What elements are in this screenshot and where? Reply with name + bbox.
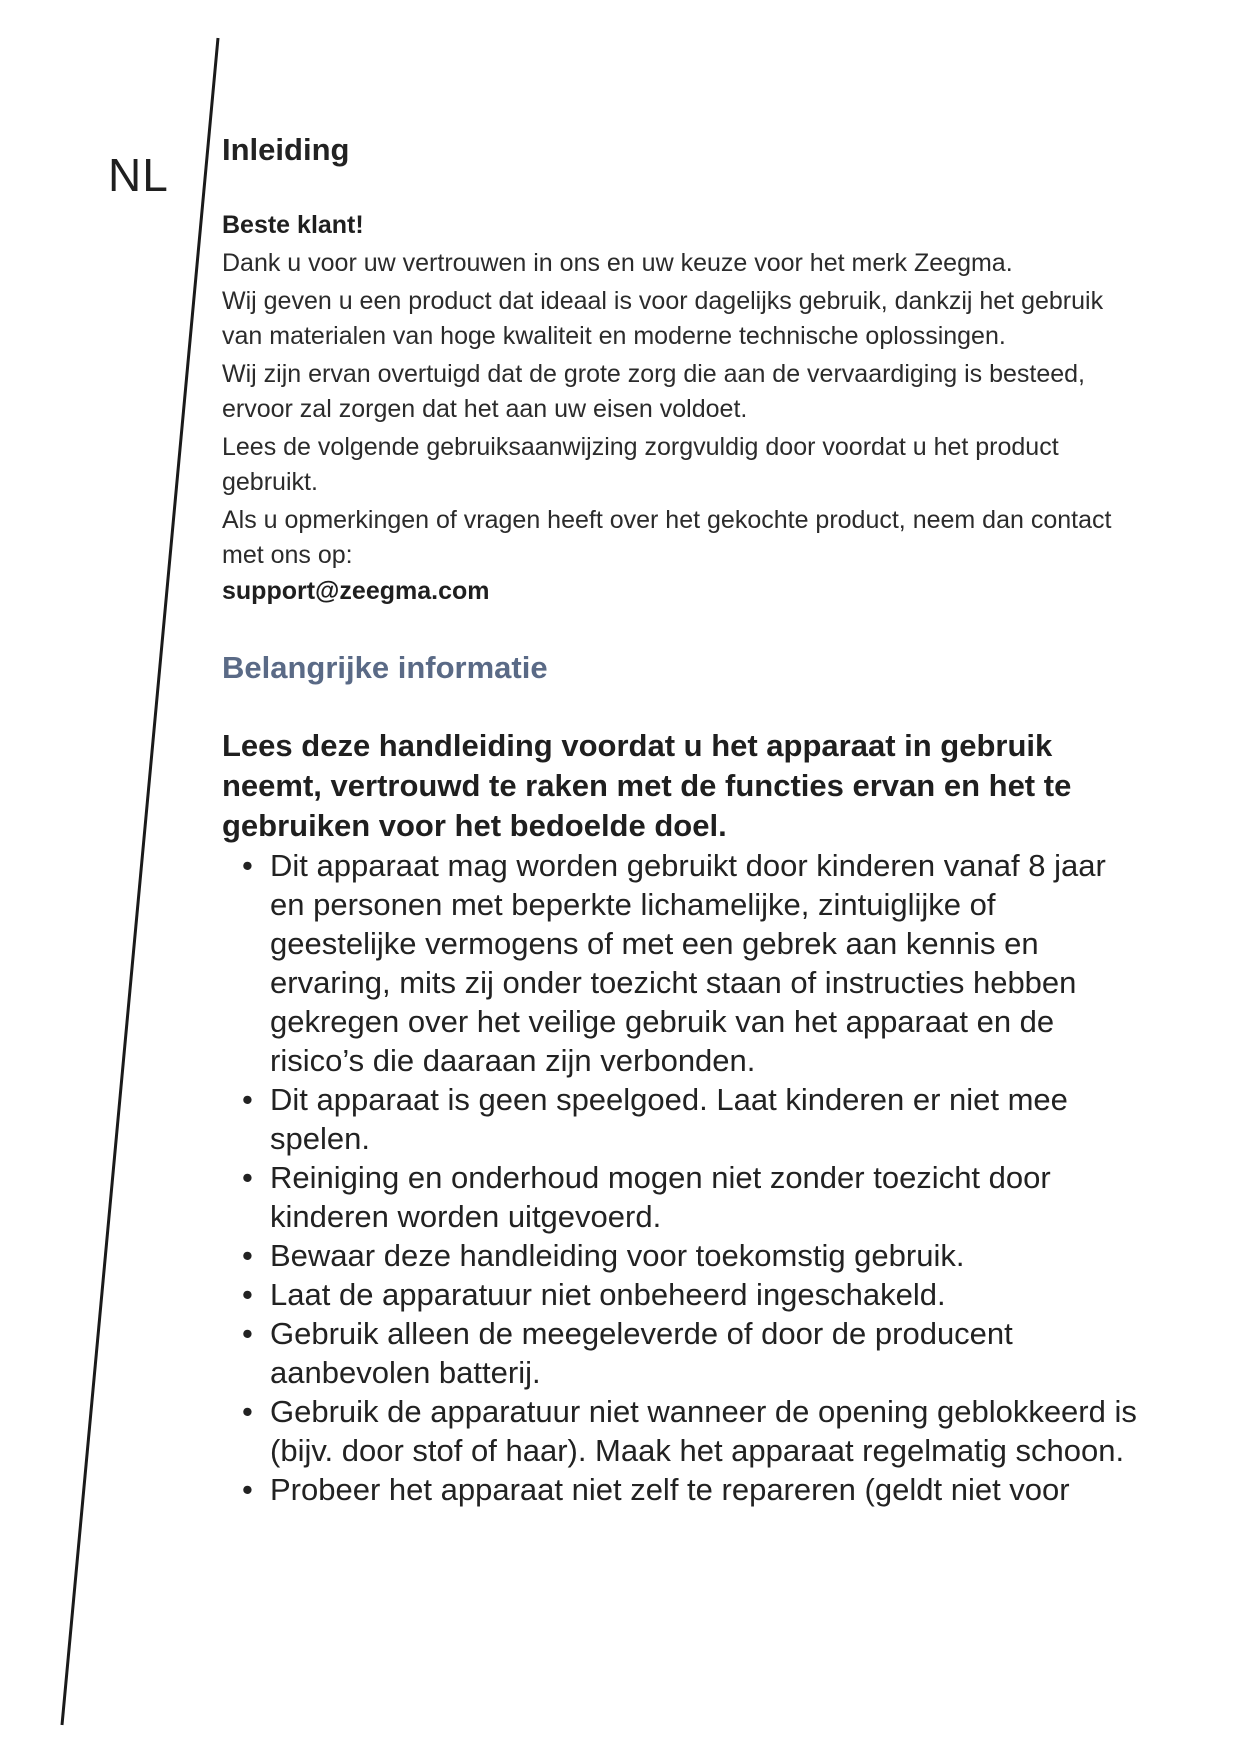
manual-content xyxy=(222,132,1142,1509)
important-lead: Lees deze handleiding voordat u het apparaat in gebruik neemt, vertrouwd te raken met de functies ervan en het te gebruiken voor het bedoelde doel. xyxy=(222,728,1072,843)
bullet-icon: • xyxy=(242,1316,253,1351)
bullet-icon: • xyxy=(242,848,253,883)
bullet-icon: • xyxy=(242,1238,253,1273)
list-item xyxy=(242,846,1142,1080)
list-item xyxy=(242,1392,1142,1470)
list-item-text: Dit apparaat is geen speelgoed. Laat kinderen er niet mee spelen. xyxy=(270,1082,1068,1156)
greeting: Beste klant! xyxy=(222,211,364,239)
bullet-icon: • xyxy=(242,1082,253,1117)
list-item-text: Gebruik de apparatuur niet wanneer de opening geblokkeerd is (bijv. door stof of haar). Maak het apparaat regelmatig schoon. xyxy=(270,1394,1137,1468)
list-item-text: Reiniging en onderhoud mogen niet zonder toezicht door kinderen worden uitgevoerd. xyxy=(270,1160,1051,1234)
bullet-icon: • xyxy=(242,1160,253,1195)
list-item-text: Gebruik alleen de meegeleverde of door de producent aanbevolen batterij. xyxy=(270,1316,1013,1390)
intro-heading: Inleiding xyxy=(222,132,350,167)
support-email: support@zeegma.com xyxy=(222,577,490,605)
bullet-icon: • xyxy=(242,1472,253,1507)
bullet-icon: • xyxy=(242,1277,253,1312)
intro-paragraph: Dank u voor uw vertrouwen in ons en uw keuze voor het merk Zeegma. xyxy=(222,249,1013,277)
important-heading: Belangrijke informatie xyxy=(222,650,548,685)
language-tab: NL xyxy=(108,149,169,201)
intro-paragraph: Als u opmerkingen of vragen heeft over het gekochte product, neem dan contact met ons op: xyxy=(222,506,1112,569)
list-item-text: Laat de apparatuur niet onbeheerd ingeschakeld. xyxy=(270,1277,946,1312)
list-item xyxy=(242,1158,1142,1236)
list-item xyxy=(242,1275,1142,1314)
bullet-icon: • xyxy=(242,1394,253,1429)
list-item-text: Dit apparaat mag worden gebruikt door kinderen vanaf 8 jaar en personen met beperkte lichamelijke, zintuiglijke of geestelijke vermogens of met een gebrek aan kennis en ervaring, mits zij onder toezicht staan of instructies hebben gekregen over het veilige gebruik van het apparaat en de risico’s die daaraan zijn verbonden. xyxy=(270,848,1106,1078)
list-item xyxy=(242,1080,1142,1158)
list-item xyxy=(242,1314,1142,1392)
list-item-text: Bewaar deze handleiding voor toekomstig gebruik. xyxy=(270,1238,965,1273)
list-item-text: Probeer het apparaat niet zelf te repareren (geldt niet voor xyxy=(270,1472,1070,1507)
intro-paragraph: Wij geven u een product dat ideaal is voor dagelijks gebruik, dankzij het gebruik van materialen van hoge kwaliteit en moderne technische oplossingen. xyxy=(222,287,1104,350)
list-item xyxy=(242,1470,1142,1509)
safety-list xyxy=(222,846,1142,1509)
list-item xyxy=(242,1236,1142,1275)
intro-paragraph: Lees de volgende gebruiksaanwijzing zorgvuldig door voordat u het product gebruikt. xyxy=(222,433,1059,496)
intro-paragraph: Wij zijn ervan overtuigd dat de grote zorg die aan de vervaardiging is besteed, ervoor zal zorgen dat het aan uw eisen voldoet. xyxy=(222,360,1086,423)
